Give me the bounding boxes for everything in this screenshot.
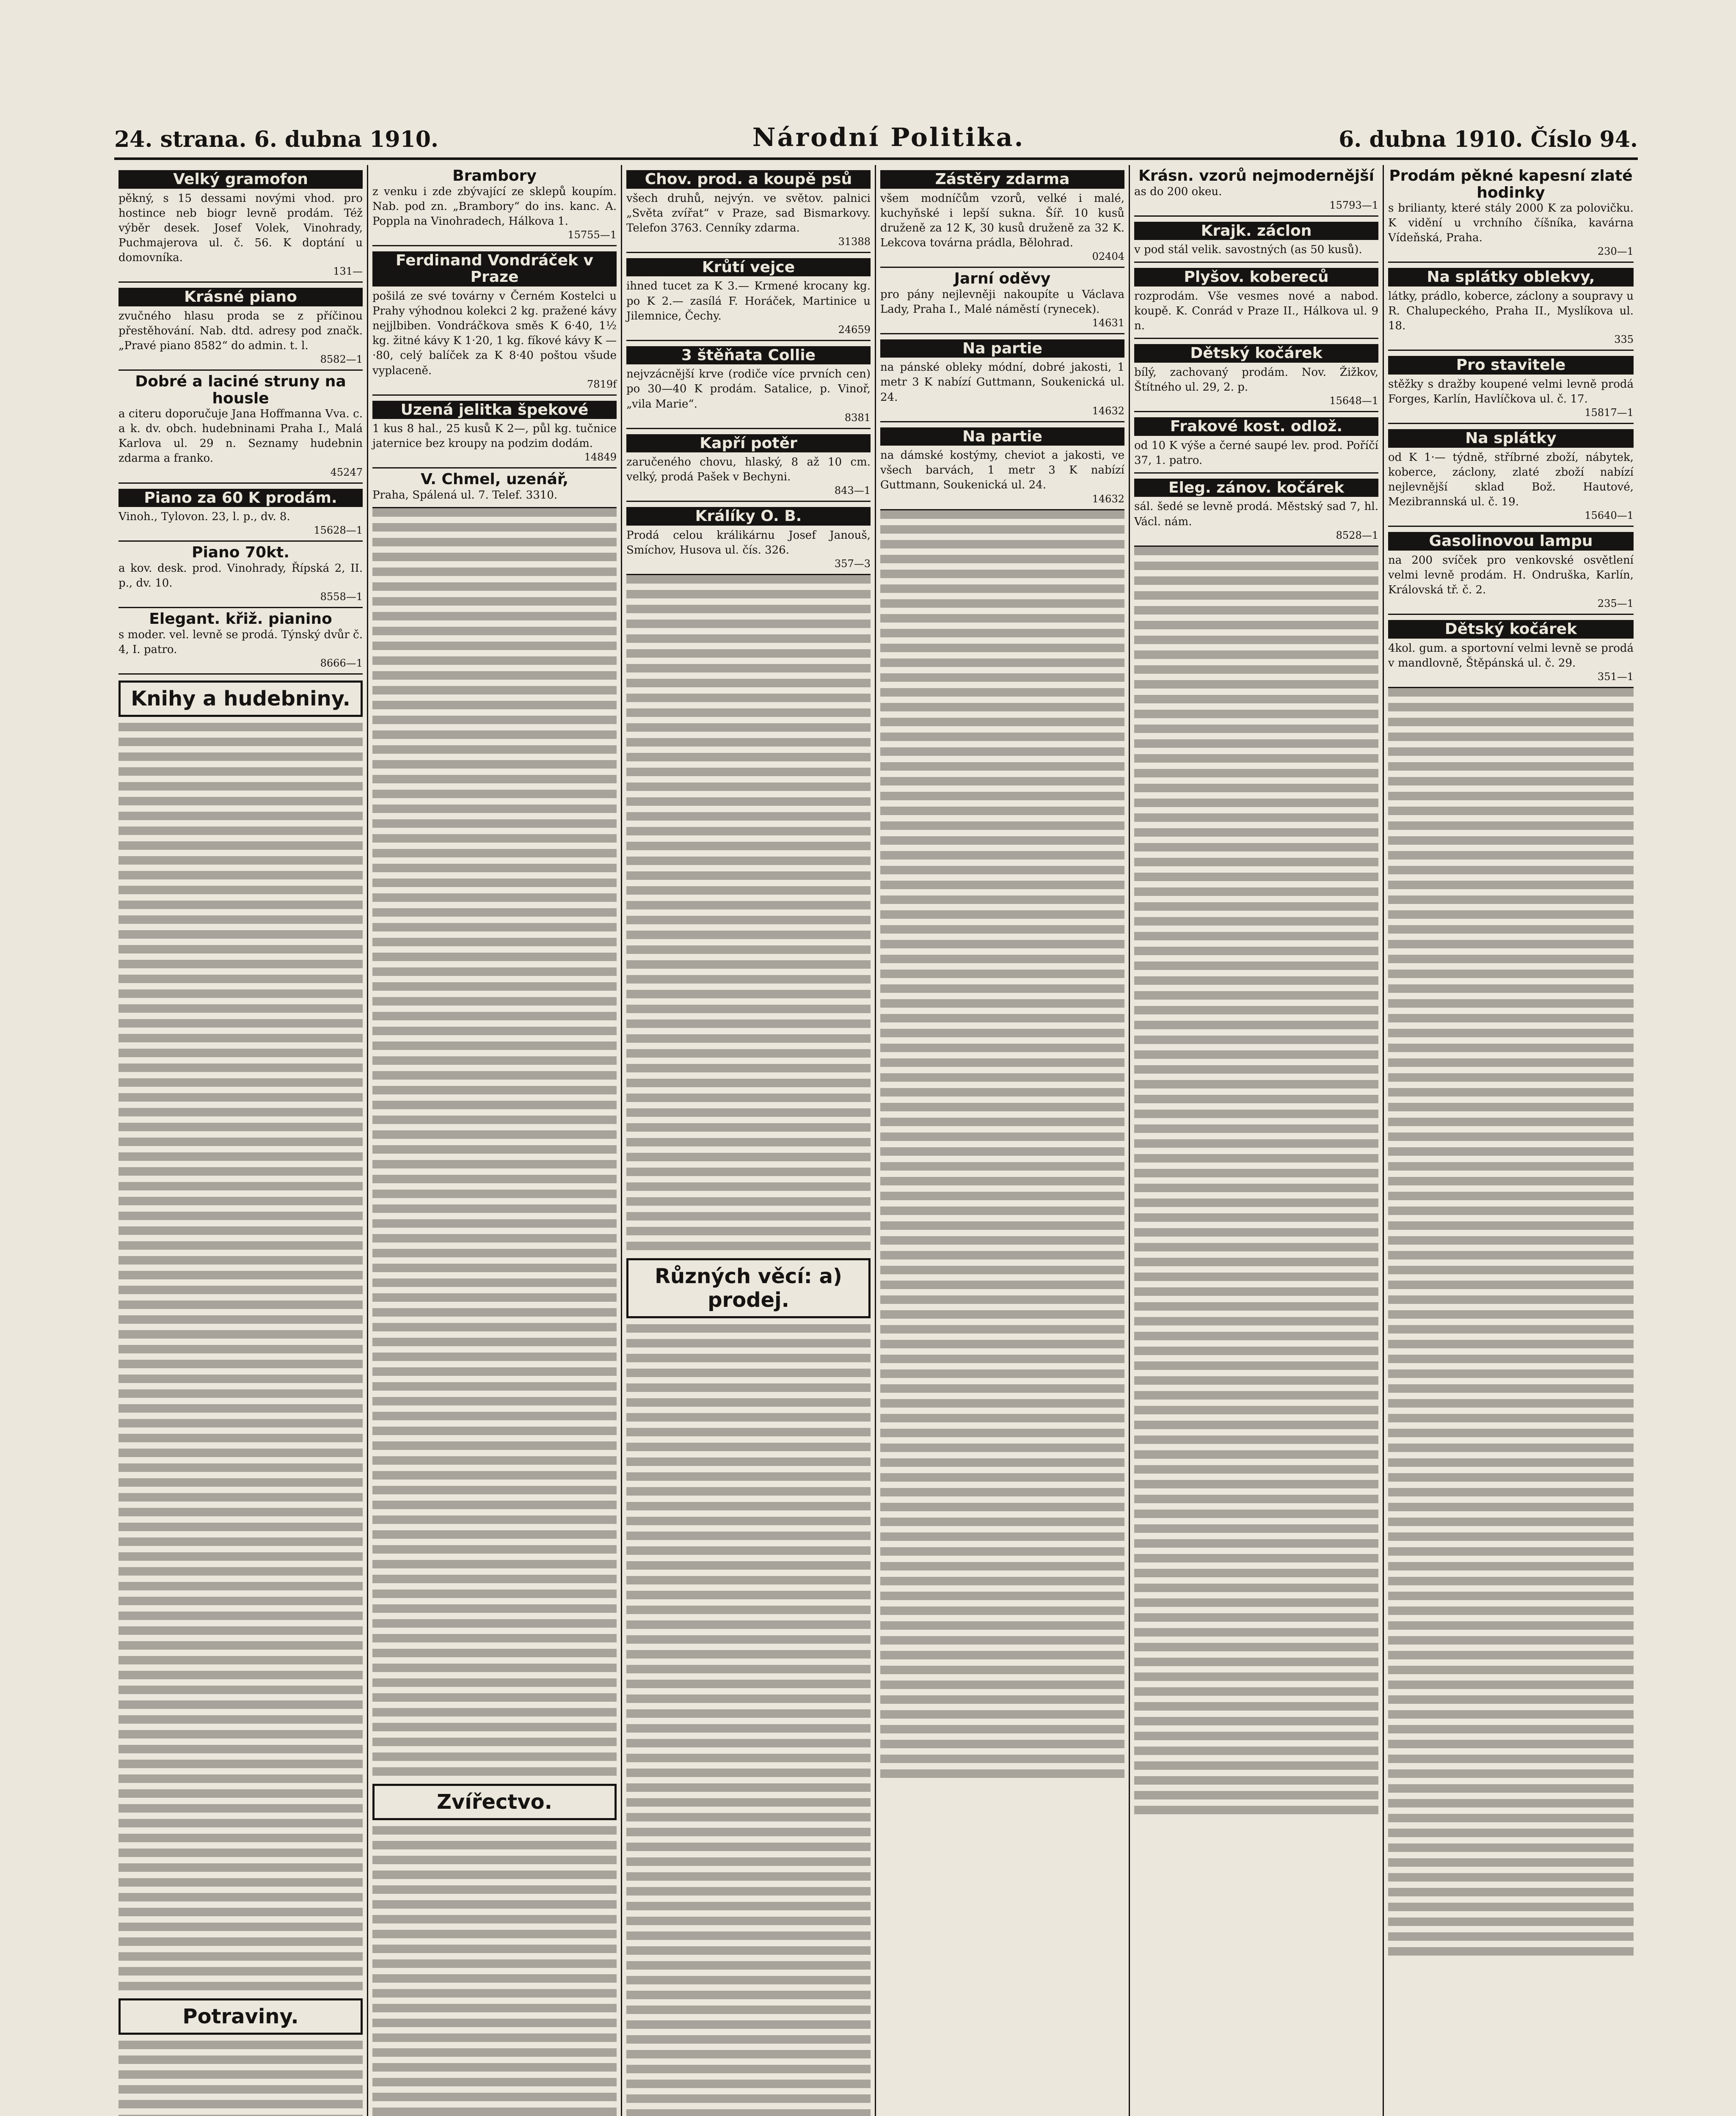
ad-reference-number: 357—3 [834,558,871,570]
ad-body: a citeru doporučuje Jana Hoffmanna Vva. c. a k. dv. obch. hudebninami Praha I., Malá Karlova ul. 29 n. Seznamy hudebnin zdarma a franko. [118,408,363,465]
classified-ad [118,165,363,283]
classified-ad [626,165,871,253]
ad-title: Ferdinand Vondráček v Praze [372,251,617,287]
ad-reference-number: 14632 [1092,493,1124,505]
classified-ad [1388,263,1634,351]
column-4 [876,165,1130,2116]
ad-body: sál. šedé se levně prodá. Městský sad 7, hl. Václ. nám. [1134,500,1378,528]
column-2 [368,165,622,2116]
ad-reference-number: 15793—1 [1329,199,1378,211]
ad-reference-number: 14849 [584,451,617,463]
ad-title: Dobré a laciné struny na housle [135,372,346,407]
ad-body: a kov. desk. prod. Vinohrady, Řípská 2, II. p., dv. 10. [118,562,363,590]
ad-title: Piano za 60 K prodám. [118,489,363,507]
classified-ad [1388,615,1634,688]
ad-body: Prodá celou králikárnu Josef Janouš, Smíchov, Husova ul. čís. 326. [626,529,871,557]
ad-reference-number: 8528—1 [1336,529,1378,541]
ad-reference-number: 230—1 [1597,245,1634,258]
classified-ad [880,165,1124,268]
ad-body: na pánské obleky módní, dobré jakosti, 1 metr 3 K nabízí Guttmann, Soukenická ul. 24. [880,361,1124,404]
ad-body: 4kol. gum. a sportovní velmi levně se prodá v mandlovně, Štěpánská ul. č. 29. [1388,642,1634,670]
ad-body: as do 200 okeu. [1134,185,1222,198]
ad-title: Králíky O. B. [626,507,871,526]
ad-reference-number: 15628—1 [314,524,363,537]
dense-classifieds-text [626,575,871,1252]
ad-title: Krásné piano [118,288,363,306]
classified-ad [1134,339,1378,412]
ad-title: Pro stavitele [1388,356,1634,375]
ad-title: Dětský kočárek [1388,620,1634,639]
header-rule [114,157,1638,160]
dense-classifieds-text [372,508,617,1778]
ad-body: v pod stál velik. savostných (as 50 kusů). [1134,243,1362,256]
dense-classifieds-text [1134,547,1378,1816]
ad-reference-number: 131— [333,265,363,278]
column-1 [114,165,368,2116]
dense-classifieds-text [1388,688,1634,1958]
classified-ad [1388,351,1634,424]
ad-reference-number: 14632 [1092,405,1124,417]
ad-reference-number: 14631 [1092,317,1124,329]
ad-reference-number: 335 [1614,333,1634,346]
ad-body: zaručeného chovu, hlaský, 8 až 10 cm. velký, prodá Pašek v Bechyni. [626,456,871,484]
dense-classifieds-text [118,2041,363,2116]
ad-body: všem modníčům vzorů, velké i malé, kuchyňské i lepší sukna. Šíř. 10 kusů druženě za 12 K, 30 kusů druženě za 32 K. Lekcova továrna prádla, Bělohrad. [880,192,1124,249]
ad-title: Piano 70kt. [192,544,289,562]
classified-ad [626,253,871,341]
ad-body: pěkný, s 15 dessami novými vhod. pro hostince neb biogr levně prodám. Též výběr desek. Josef Volek, Vinohrady, Puchmajerova ul. č. 56. K doptání u domovníka. [118,192,363,264]
classified-ad [1134,263,1378,339]
ad-title: Dětský kočárek [1134,344,1378,363]
classified-ad [1388,424,1634,527]
ad-body: od K 1·— týdně, stříbrné zboží, nábytek, koberce, záclony, zlaté zboží nabízí nejlevnější sklad Bož. Hautové, Mezibrannská ul. č. 19. [1388,451,1634,508]
section-heading-poultry: Zvířectvo. [372,1784,617,1820]
classified-ad [1134,165,1378,217]
ad-body: Praha, Spálená ul. 7. Telef. 3310. [372,489,558,501]
classified-ad [626,429,871,502]
column-5 [1130,165,1384,2116]
ad-body: s brilianty, které stály 2000 K za polovičku. K vidění u vrchního číšníka, kavárna Vídeňská, Praha. [1388,202,1634,245]
ad-title: Frakové kost. odlož. [1134,417,1378,436]
ad-title: Velký gramofon [118,170,363,189]
ad-body: Vinoh., Tylovon. 23, l. p., dv. 8. [118,510,290,523]
ad-reference-number: 15817—1 [1584,407,1634,419]
ad-title: V. Chmel, uzenář, [420,471,568,488]
ad-reference-number: 8582—1 [320,353,363,365]
classified-ad [372,468,617,508]
classified-ad [372,396,617,469]
ad-title: Jarní oděvy [954,270,1051,287]
ad-title: Na splátky oblekvy, [1388,268,1634,287]
ad-body: všech druhů, nejvýn. ve světov. palnici „Světa zvířat“ v Praze, sad Bismarkovy. Telefon 3763. Cenníky zdarma. [626,192,871,234]
ad-reference-number: 31388 [838,235,871,248]
issue-date-number: 6. dubna 1910. Číslo 94. [1339,127,1638,152]
classified-ad [372,246,617,396]
ad-body: pro pány nejlevněji nakoupíte u Václava Lady, Praha I., Malé náměstí (rynecek). [880,288,1124,316]
ad-reference-number: 02404 [1092,250,1124,262]
column-6 [1384,165,1638,2116]
classifieds-columns [114,165,1638,2116]
classified-ad [1388,165,1634,263]
classified-ad [1388,527,1634,615]
dense-classifieds-text [118,723,363,1992]
masthead: Národní Politika. [752,123,1025,152]
classified-ad [626,502,871,575]
ad-title: Krajk. záclon [1134,222,1378,240]
ad-title: Zástěry zdarma [880,170,1124,189]
ad-reference-number: 7819f [587,378,617,390]
classified-ad [118,608,363,675]
ad-title: Krůtí vejce [626,258,871,277]
ad-title: Na partie [880,427,1124,446]
ads-list [1134,165,1378,547]
ad-title: Elegant. křiž. pianino [149,610,332,628]
ad-reference-number: 8381 [844,411,871,424]
classified-ad [880,334,1124,422]
ad-reference-number: 235—1 [1597,597,1634,609]
ad-body: rozprodám. Vše vesmes nové a nabod. koupě. K. Conrád v Praze II., Hálkova ul. 9 n. [1134,289,1378,333]
ad-title: Chov. prod. a koupě psů [626,170,871,189]
section-heading-books: Knihy a hudebniny. [118,681,363,717]
page-header [114,123,1638,152]
ad-body: od 10 K výše a černé saupé lev. prod. Poříčí 37, 1. patro. [1134,439,1378,467]
section-heading-misc: Různých věcí: a) prodej. [626,1258,871,1318]
ad-title: Plyšov. kobereců [1134,268,1378,287]
ads-list [118,165,363,675]
ad-body: na 200 svíček pro venkovské osvětlení velmi levně prodám. H. Ondruška, Karlín, Královská tř. č. 2. [1388,554,1634,596]
ad-reference-number: 15648—1 [1329,395,1378,407]
ad-body: 1 kus 8 hal., 25 kusů K 2—, půl kg. tučnice jaternice bez kroupy na podzim dodám. [372,422,617,450]
dense-classifieds-text [372,1826,617,2116]
ad-reference-number: 24659 [838,323,871,336]
classified-ad [880,268,1124,334]
ad-body: stěžky s dražby koupené velmi levně prodá Forges, Karlín, Havlíčkova ul. č. 17. [1388,377,1634,406]
ad-reference-number: 8558—1 [320,590,363,603]
ad-reference-number: 15640—1 [1584,510,1634,522]
ad-body: zvučného hlasu proda se z příčinou přestěhování. Nab. dtd. adresy pod značk. „Pravé piano 8582“ do admin. t. l. [118,309,363,352]
dense-classifieds-text [880,510,1124,1780]
ad-body: na dámské kostýmy, cheviot a jakosti, ve všech barvách, 1 metr 3 K nabízí Guttmann, Soukenická ul. 24. [880,449,1124,492]
ad-body: bílý, zachovaný prodám. Nov. Žižkov, Štítného ul. 29, 2. p. [1134,366,1378,394]
column-3 [622,165,876,2116]
page-number-date: 24. strana. 6. dubna 1910. [114,127,439,152]
ad-title: Uzená jelitka špekové [372,401,617,419]
ads-list [372,165,617,508]
ad-reference-number: 843—1 [834,485,871,497]
classified-ad [118,542,363,608]
ad-title: Eleg. zánov. kočárek [1134,479,1378,497]
ads-list [880,165,1124,510]
ad-title: Krásn. vzorů nejmodernější [1138,167,1374,185]
ad-body: látky, prádlo, koberce, záclony a soupravy u R. Chalupeckého, Praha II., Myslíkova ul. 18. [1388,290,1634,333]
ad-body: s moder. vel. levně se prodá. Týnský dvůr č. 4, I. patro. [118,628,363,656]
ad-reference-number: 351—1 [1597,670,1634,683]
section-heading-groceries: Potraviny. [118,1998,363,2035]
classified-ad [372,165,617,246]
ad-title: Gasolinovou lampu [1388,532,1634,551]
ad-reference-number: 8666—1 [320,657,363,669]
ad-title: Prodám pěkné kapesní zlaté hodinky [1389,167,1633,201]
ad-title: 3 štěňata Collie [626,346,871,365]
ads-list [1388,165,1634,688]
ad-body: z venku i zde zbývající ze sklepů koupím. Nab. pod zn. „Brambory“ do ins. kanc. A. Poppla na Vinohradech, Hálkova 1. [372,185,617,228]
classified-ad [1134,217,1378,263]
ads-list [626,165,871,575]
ad-title: Brambory [452,167,537,185]
dense-classifieds-text [626,1324,871,2116]
ad-reference-number: 45247 [330,466,363,478]
ad-title: Na splátky [1388,429,1634,448]
classified-ad [880,422,1124,510]
classified-ad [626,341,871,429]
ad-body: ihned tucet za K 3.— Krmené krocany kg. po K 2.— zasílá F. Horáček, Martinice u Jilemnice, Čechy. [626,280,871,322]
ad-body: pošilá ze své továrny v Černém Kostelci u Prahy výhodnou kolekci 2 kg. pražené kávy nejjlbiben. Vondráčkova směs K 6·40, 1½ kg. žitné kávy K 1·20, 1 kg. fíkové kávy K —·80, celý balíček za K 8·40 poštou všude vyplaceně. [372,290,617,377]
classified-ad [118,371,363,484]
classified-ad [118,283,363,371]
ad-title: Kapří potěr [626,434,871,453]
classified-ad [1134,474,1378,547]
classified-ad [118,484,363,542]
ad-body: nejvzácnější krve (rodiče více prvních cen) po 30—40 K prodám. Satalice, p. Vinoř, „vila Marie“. [626,368,871,411]
ad-title: Na partie [880,339,1124,358]
ad-reference-number: 15755—1 [568,229,617,241]
classified-ad [1134,412,1378,474]
